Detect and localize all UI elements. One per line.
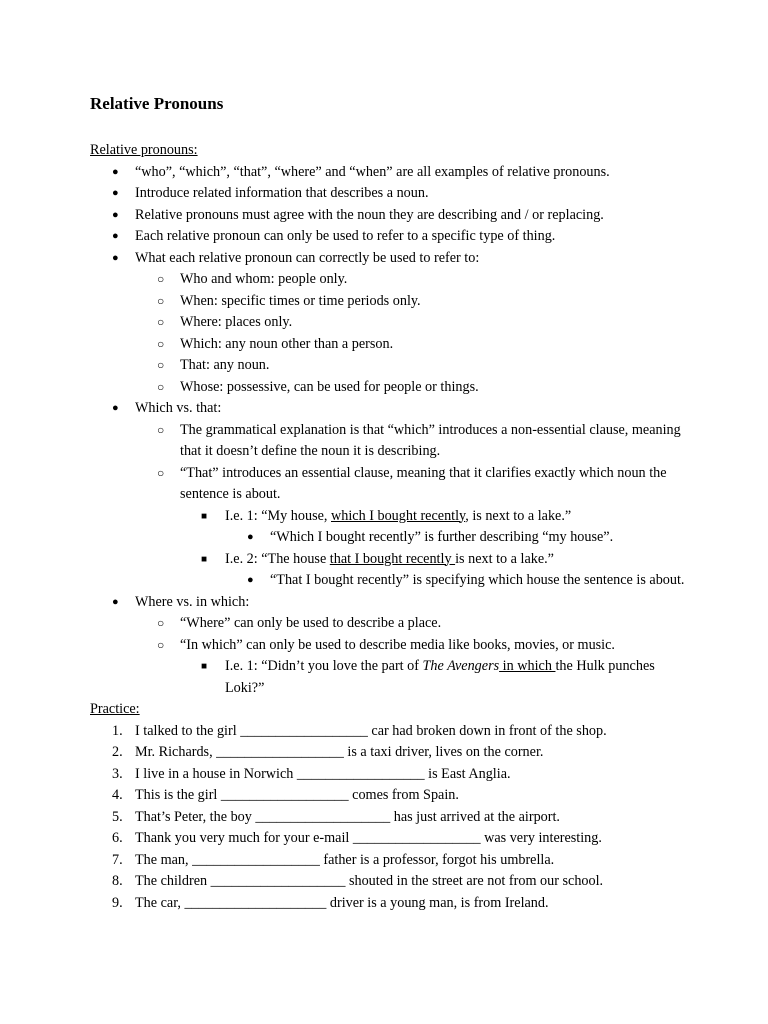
list-item: ○ Who and whom: people only. bbox=[135, 269, 690, 291]
bullet-circle-icon: ○ bbox=[157, 293, 165, 308]
practice-item bbox=[90, 828, 690, 850]
example-item: ■ I.e. 1: “Didn’t you love the part of The Avengers in which the Hulk punches Loki?” bbox=[201, 658, 655, 696]
example-list bbox=[180, 506, 690, 592]
item-number: 5. bbox=[112, 808, 123, 825]
movie-title: The Avengers bbox=[422, 658, 500, 674]
bullet-circle-icon: ○ bbox=[157, 272, 165, 286]
intro-section-label: Relative pronouns: bbox=[90, 142, 198, 158]
practice-sentence: The man, __________________ father is a professor, forgot his umbrella. bbox=[135, 851, 555, 868]
bullet-disc-icon: ● bbox=[112, 230, 119, 242]
bullet-disc-icon: ● bbox=[112, 595, 119, 608]
example-note-list bbox=[225, 527, 690, 549]
bullet-circle-icon: ○ bbox=[157, 358, 165, 372]
bullet-disc-icon: ● bbox=[112, 208, 119, 221]
where-vs-in-which-list bbox=[135, 613, 690, 699]
practice-sentence: This is the girl __________________ comes from Spain. bbox=[135, 787, 459, 803]
underlined-clause: which I bought recently bbox=[331, 507, 466, 524]
underlined-clause: that I bought recently bbox=[329, 550, 456, 567]
bullet-square-icon: ■ bbox=[201, 510, 208, 522]
document-content bbox=[90, 92, 690, 914]
list-item: ○ Whose: possessive, can be used for people or things. bbox=[135, 377, 690, 399]
item-number: 9. bbox=[112, 894, 123, 911]
practice-item bbox=[90, 742, 690, 764]
practice-sentence: I talked to the girl __________________ car had broken down in front of the shop. bbox=[135, 722, 607, 739]
page-title: Relative Pronouns bbox=[90, 94, 224, 113]
list-item: ● Relative pronouns must agree with the noun they are describing and / or replacing. bbox=[90, 205, 690, 227]
list-item: ○ That: any noun. bbox=[135, 355, 690, 377]
pronoun-usage-list bbox=[135, 269, 690, 398]
practice-item bbox=[90, 893, 690, 915]
list-item: ● “who”, “which”, “that”, “where” and “when” are all examples of relative pronouns. bbox=[90, 162, 690, 184]
practice-sentence: Mr. Richards, __________________ is a taxi driver, lives on the corner. bbox=[135, 744, 544, 760]
practice-list bbox=[90, 721, 690, 915]
practice-item bbox=[90, 721, 690, 743]
item-number: 7. bbox=[112, 851, 123, 868]
bullet-disc-icon: ● bbox=[247, 574, 254, 586]
bullet-circle-icon: ○ bbox=[157, 465, 165, 480]
example-list bbox=[180, 656, 690, 699]
list-item: ● Where vs. in which: ○ “Where” can only be used to describe a place. ○ “In which” can only be used to describe media like books, movies, or music. ■ I.e. 1: “Didn’t you love the part of The Avengers in which the Hulk punches Loki?” bbox=[90, 592, 690, 700]
practice-item bbox=[90, 850, 690, 872]
list-item: ● What each relative pronoun can correctly be used to refer to: ○ Who and whom: people only. ○ When: specific times or time periods only. ○ Where: places only. ○ Which: any noun other than a person. ○ That: any noun. ○ Whose: possessive, can be used for people or things. bbox=[90, 248, 690, 399]
practice-item bbox=[90, 871, 690, 893]
practice-sentence: I live in a house in Norwich __________________ is East Anglia. bbox=[135, 765, 511, 782]
bullet-disc-icon: ● bbox=[112, 251, 119, 264]
list-item: ○ The grammatical explanation is that “which” introduces a non-essential clause, meaning that it doesn’t define the noun it is describing. bbox=[157, 421, 681, 459]
bullet-circle-icon: ○ bbox=[157, 336, 165, 351]
example-item: ■ I.e. 2: “The house that I bought recently is next to a lake.” ● “That I bought recently” is specifying which house the sentence is about. bbox=[180, 549, 690, 592]
bullet-square-icon: ■ bbox=[201, 553, 208, 565]
practice-item bbox=[90, 764, 690, 786]
item-number: 8. bbox=[112, 873, 123, 889]
example-item: ■ I.e. 1: “My house, which I bought recently, is next to a lake.” ● “Which I bought recently” is further describing “my house”. bbox=[180, 506, 690, 549]
bullet-square-icon: ■ bbox=[201, 661, 208, 672]
which-vs-that-list bbox=[135, 420, 690, 592]
bullet-disc-icon: ● bbox=[247, 531, 254, 543]
bullet-circle-icon: ○ bbox=[157, 379, 165, 394]
bullet-disc-icon: ● bbox=[112, 165, 119, 178]
practice-section-label: Practice: bbox=[90, 701, 140, 717]
list-item: ○ Which: any noun other than a person. bbox=[135, 334, 690, 356]
item-number: 1. bbox=[112, 722, 123, 739]
item-number: 6. bbox=[112, 830, 123, 846]
underlined-clause: in which bbox=[499, 658, 556, 674]
bullet-disc-icon: ● bbox=[112, 187, 119, 199]
bullet-circle-icon: ○ bbox=[157, 637, 165, 652]
practice-sentence: The car, ____________________ driver is a young man, is from Ireland. bbox=[135, 894, 549, 911]
practice-item bbox=[90, 807, 690, 829]
list-item: ● Which vs. that: ○ The grammatical explanation is that “which” introduces a non-essential clause, meaning that it doesn’t define the noun it is describing. ○ “That” introduces an essential clause, meaning that it clarifies exactly which noun the sentence is about. ■ I.e. 1: “My house, which I bought recently, is next to a lake.” ● “Which I bought recently” is further describing “my house”. ■ I.e. 2: “The house that I bought recently is next to a lake.” ● “That I bought recently” is specifying which house the sentence is about. bbox=[90, 398, 690, 592]
practice-item bbox=[90, 785, 690, 807]
list-item: ● Each relative pronoun can only be used to refer to a specific type of thing. bbox=[90, 226, 690, 248]
list-item: ○ “Where” can only be used to describe a place. bbox=[135, 613, 690, 635]
bullet-circle-icon: ○ bbox=[157, 315, 165, 329]
main-bullet-list bbox=[90, 162, 690, 700]
list-item: ● “That I bought recently” is specifying which house the sentence is about. bbox=[225, 570, 690, 592]
bullet-circle-icon: ○ bbox=[157, 616, 165, 630]
list-item: ● “Which I bought recently” is further describing “my house”. bbox=[225, 527, 690, 549]
practice-sentence: The children ___________________ shouted in the street are not from our school. bbox=[135, 873, 604, 889]
bullet-circle-icon: ○ bbox=[157, 422, 165, 437]
list-item: ○ Where: places only. bbox=[135, 312, 690, 334]
item-number: 2. bbox=[112, 744, 123, 760]
item-number: 4. bbox=[112, 787, 123, 803]
bullet-disc-icon: ● bbox=[112, 402, 119, 414]
example-note-list bbox=[225, 570, 690, 592]
list-item: ○ When: specific times or time periods only. bbox=[135, 291, 690, 313]
list-item: ○ “That” introduces an essential clause, meaning that it clarifies exactly which noun the sentence is about. ■ I.e. 1: “My house, which I bought recently, is next to a lake.” ● “Which I bought recently” is further describing “my house”. ■ I.e. 2: “The house that I bought recently is next to a lake.” ● “That I bought recently” is specifying which house the sentence is about. bbox=[135, 463, 690, 592]
list-item: ● Introduce related information that describes a noun. bbox=[90, 183, 690, 205]
item-number: 3. bbox=[112, 765, 123, 782]
practice-sentence: Thank you very much for your e-mail __________________ was very interesting. bbox=[135, 830, 602, 846]
list-item: ○ “In which” can only be used to describe media like books, movies, or music. ■ I.e. 1: “Didn’t you love the part of The Avengers in which the Hulk punches Loki?” bbox=[135, 635, 690, 700]
practice-sentence: That’s Peter, the boy ___________________ has just arrived at the airport. bbox=[135, 808, 560, 825]
